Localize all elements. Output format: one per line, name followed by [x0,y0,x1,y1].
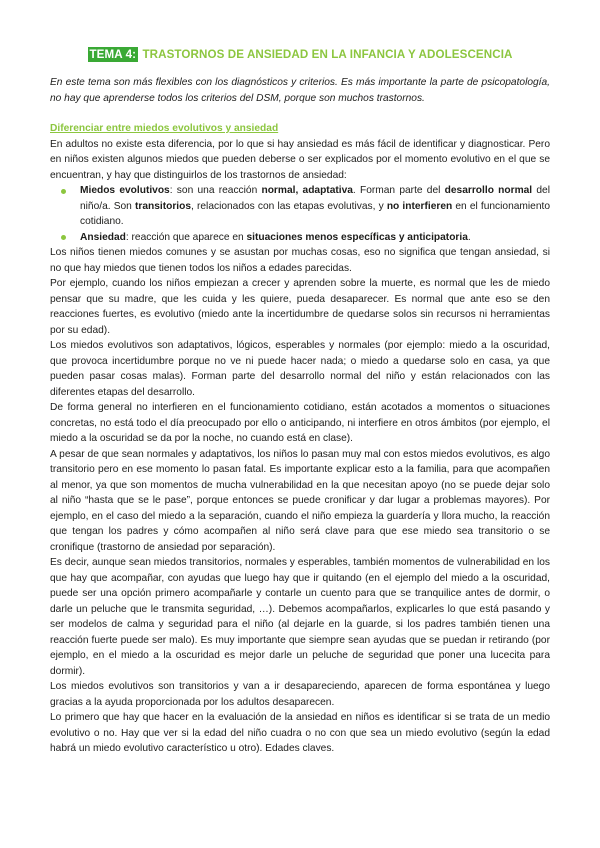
bold-no-interfieren: no interfieren [386,200,453,212]
paragraph-1: En adultos no existe esta diferencia, por lo que si hay ansiedad es más fácil de identificar y diagnosticar. Pero en niños existen algunos miedos que pueden deberse o ser explicados por el momento evolutivo en el que se encuentran, y hay que distinguirlos de los trastornos de ansiedad: [50,138,550,181]
paragraph-4: Los miedos evolutivos son adaptativos, lógicos, esperables y normales (por ejemplo: miedo a la oscuridad, que provoca incertidumbre porque no ve ni puede hacer nada; o miedo a quedarse solo en casa, ya que pueden pasar cosas malas). Forman parte del desarrollo normal del niño y están relacionados con las diferentes etapas del desarrollo. [50,340,550,398]
section-heading [50,121,550,137]
text-span: : son una reacción [169,185,262,196]
bold-situaciones: situaciones menos específicas y anticipatoria [246,231,468,243]
bold-desarrollo-normal: desarrollo normal [444,185,533,196]
bold-normal: normal [261,185,296,196]
text-span: en el funcionamiento cotidiano. [80,200,550,227]
section-heading-text: Diferenciar entre miedos evolutivos y ansiedad [50,123,279,134]
paragraph-5: De forma general no interfieren en el funcionamiento cotidiano, están acotados a momentos o situaciones concretas, no está todo el día preocupado por ello o anticipando, ni interfiere en otros ámbitos (por ejemplo, el miedo a la oscuridad se da por la noche, no cuando está en clase). [50,402,550,444]
paragraph-6: A pesar de que sean normales y adaptativos, los niños lo pasan muy mal con estos miedos evolutivos, es algo transitorio pero en ese momento lo pasan fatal. Es importante explicar esto a la familia, para que acompañen al menor, ya que son momentos de mucha vulnerabilidad en la que necesitan apoyo (no se puede dejar solo al niño “hasta que se le pase”, porque entonces se puede cronificar y dar lugar a problemas mayores). Por ejemplo, en el caso del miedo a la separación, cuando el niño empieza la guardería y llora mucho, la reacción que tengan los padres y cómo acompañen al niño será clave para que ese miedo sea transitorio o se cronifique (trastorno de ansiedad por separación). [50,448,550,553]
bullet-list [50,183,550,245]
bold-transitorios: transitorios [134,200,192,212]
text-span: . [467,231,471,243]
bullet-dot-icon [61,189,66,194]
bullet-item-ansiedad [80,230,550,246]
intro-paragraph: En este tema son más flexibles con los diagnósticos y criterios. Es más importante la parte de psicopatología, no hay que aprenderse todos los criterios del DSM, porque son muchos trastornos. [50,77,550,104]
paragraph-3: Por ejemplo, cuando los niños empiezan a crecer y aprenden sobre la muerte, es normal que les de miedo pensar que su madre, que les cuida y les quiere, pueda desaparecer. Es normal que ante eso se den reacciones fuertes, es evolutivo (miedo ante la incertidumbre de quedarse solos sin recursos ni herramientas por su edad). [50,278,550,336]
bold-adaptativa: adaptativa [302,185,353,196]
bullet-dot-icon [61,235,66,240]
term-miedos-evolutivos: Miedos evolutivos [80,185,170,196]
term-ansiedad: Ansiedad [80,231,126,243]
text-span: del niño/a. Son [80,185,550,212]
title-text: TRASTORNOS DE ANSIEDAD EN LA INFANCIA Y ADOLESCENCIA [139,48,513,61]
paragraph-2: Los niños tienen miedos comunes y se asustan por muchas cosas, eso no significa que tengan ansiedad, si no que hay miedos que tienen todos los niños a edades parecidas. [50,247,550,274]
paragraph-9: Lo primero que hay que hacer en la evaluación de la ansiedad en niños es identificar si se trata de un medio evolutivo o no. Hay que ver si la edad del niño cuadra o no con que sea un miedo evolutivo (según la edad habrá un miedo evolutivo característico u otro). Edades claves. [50,712,550,754]
text-span: , relacionados con las etapas evolutivas, y [191,200,387,212]
bullet-item-miedos-evolutivos [80,183,550,230]
page-title [0,48,600,61]
paragraph-7: Es decir, aunque sean miedos transitorios, normales y esperables, también momentos de vulnerabilidad en los que hay que acompañar, con ayudas que luego hay que ir quitando (en el ejemplo del miedo a la oscuridad, puede ser una opción primero acompañarle y contarle un cuento para que se tranquilice antes de dormir, o darle un peluche que le transmita seguridad, …). Debemos acompañarlos, explicarles lo que está pasando y ser modelos de calma y seguridad para el niño (al dejarle en la guarde, si los padres también tienen una reacción fuerte puede ser malo). Es muy importante que siempre sean ayudas que se puedan ir retirando (por ejemplo, en el miedo a la oscuridad es mejor darle un peluche de seguridad que poner una lucecita para dormir). [50,557,550,677]
text-span: . Forman parte del [352,185,445,196]
bold-comma: , [295,185,303,196]
document-body [50,75,550,757]
text-span: : reacción que aparece en [125,231,247,243]
title-tag: TEMA 4: [89,48,137,61]
paragraph-8: Los miedos evolutivos son transitorios y van a ir desapareciendo, aparecen de forma espontánea y luego gracias a la ayuda proporcionada por los adultos desaparecen. [50,681,550,708]
